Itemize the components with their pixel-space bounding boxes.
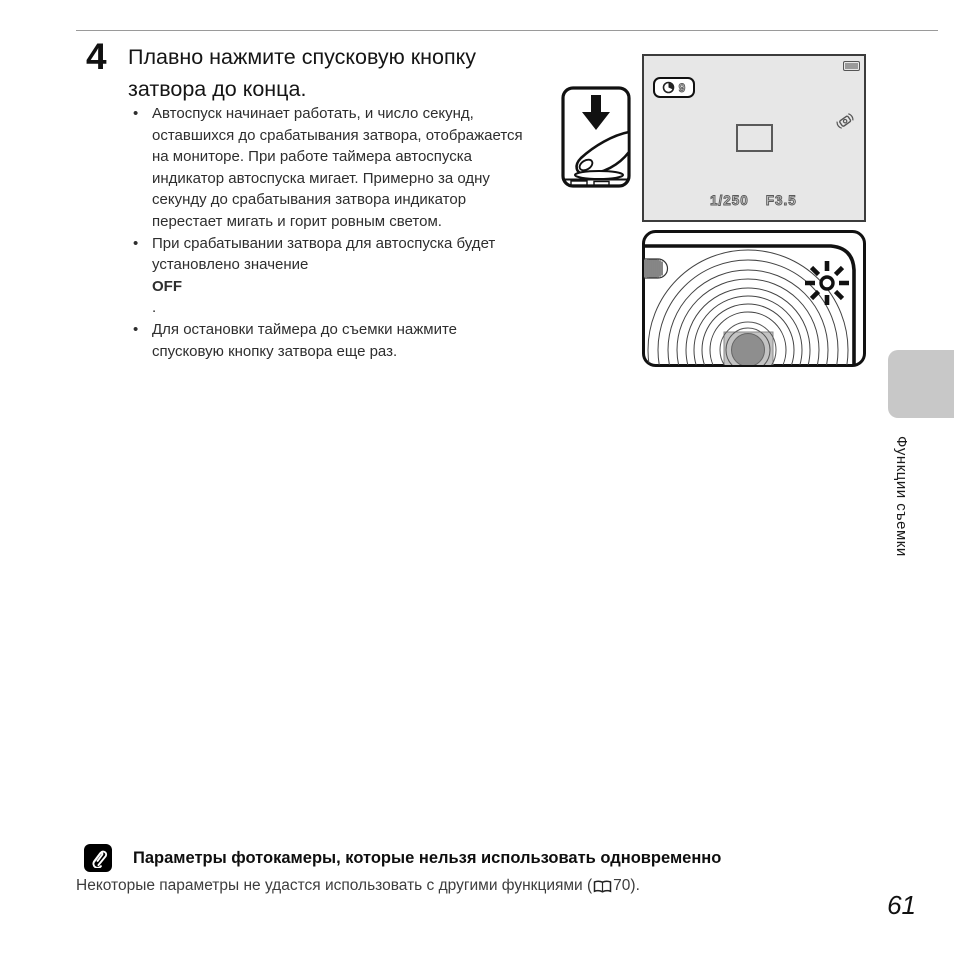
shutter-speed-value: 1/250 [710, 193, 749, 208]
note-icon [84, 844, 112, 872]
note-reference-page: 70 [613, 877, 631, 894]
self-timer-badge [653, 77, 695, 98]
page-number: 61 [887, 890, 916, 920]
chapter-tab [888, 350, 954, 418]
top-divider [76, 30, 938, 31]
bullet-dot: • [133, 105, 139, 122]
step-bullets [133, 103, 569, 362]
step-title-line2: затвора до конца. [128, 77, 307, 101]
step-title [128, 41, 568, 105]
blink-lamp-icon [805, 261, 849, 305]
bullet-text: Для остановки таймера до съемки нажмите спусковую кнопку затвора еще раз. [152, 320, 458, 360]
book-reference-icon [593, 880, 612, 894]
self-timer-count: 9 [678, 80, 687, 95]
chapter-tab-label: Функции съемки [893, 436, 910, 557]
bullet-item [133, 103, 569, 233]
bullet-dot: • [133, 234, 139, 252]
bullet-item [133, 233, 569, 319]
camera-shake-icon [836, 112, 854, 130]
bullet-item [133, 319, 569, 362]
bullet-text: Автоспуск начинает работать, и число секунд, оставшихся до срабатывания затвора, отображается на мониторе. При работе таймера автоспуска индикатор автоспуска мигает. Примерно за одну секунду до срабатывания затвора индикатор перестает мигать и горит ровным светом. [152, 105, 523, 230]
off-value: OFF [152, 277, 182, 295]
camera-front-illustration [640, 228, 868, 369]
exposure-readout [710, 193, 797, 208]
bullet-text: При срабатывании затвора для автоспуска будет установлено значение OFF . [152, 234, 496, 317]
shutter-press-illustration [561, 86, 631, 188]
paperclip-icon [88, 848, 108, 868]
step-title-line1: Плавно нажмите спусковую кнопку [128, 45, 477, 69]
focus-frame [736, 124, 773, 152]
note-title: Параметры фотокамеры, которые нельзя использовать одновременно [133, 849, 722, 867]
lcd-monitor [642, 54, 866, 222]
bullet-dot: • [133, 320, 139, 338]
note-body: Некоторые параметры не удастся использовать с другими функциями ( 70 ). [76, 877, 640, 894]
grip-graphic [644, 259, 668, 278]
self-timer-icon [662, 81, 675, 94]
aperture-value: F3.5 [765, 193, 797, 208]
battery-icon [843, 61, 860, 71]
step-number: 4 [86, 36, 107, 77]
